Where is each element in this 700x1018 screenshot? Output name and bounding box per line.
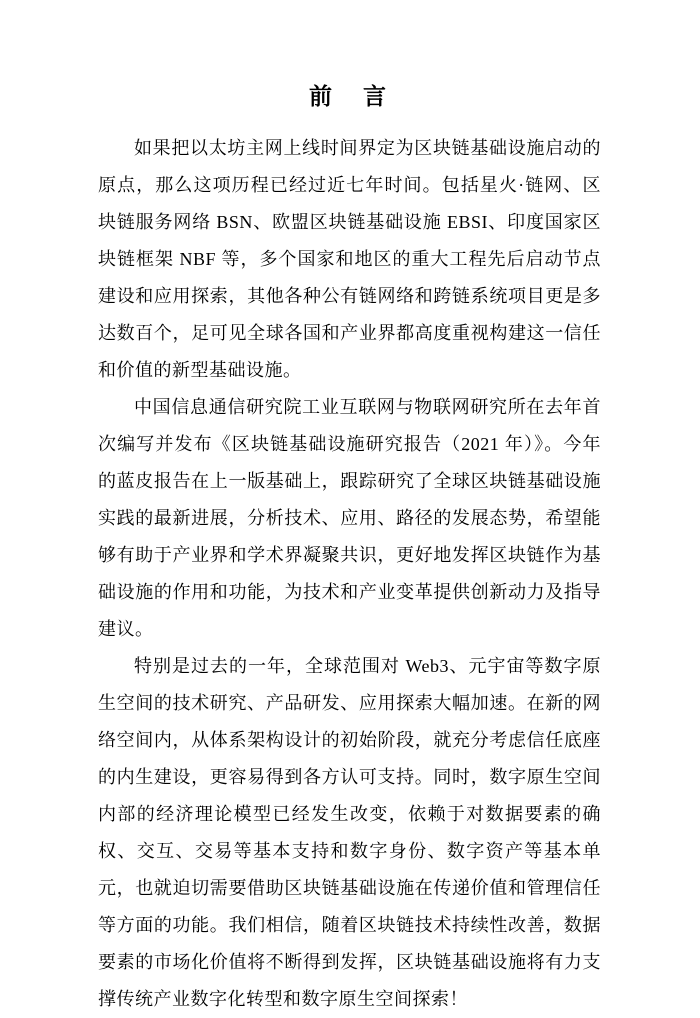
page-title: 前 言	[309, 84, 390, 109]
paragraph-2: 中国信息通信研究院工业互联网与物联网研究所在去年首次编写并发布《区块链基础设施研究报告（2021 年）》。今年的蓝皮报告在上一版基础上，跟踪研究了全球区块链基础设施实践的最新进展，分析技术、应用、路径的发展态势，希望能够有助于产业界和学术界凝聚共识，更好地发挥区块链作为基础设施的作用和功能，为技术和产业变革提供创新动力及指导建议。	[98, 397, 601, 639]
paragraph-3: 特别是过去的一年，全球范围对 Web3、元宇宙等数字原生空间的技术研究、产品研发、应用探索大幅加速。在新的网络空间内，从体系架构设计的初始阶段，就充分考虑信任底座的内生建设，更容易得到各方认可支持。同时，数字原生空间内部的经济理论模型已经发生改变，依赖于对数据要素的确权、交互、交易等基本支持和数字身份、数字资产等基本单元，也就迫切需要借助区块链基础设施在传递价值和管理信任等方面的功能。我们相信，随着区块链技术持续性改善，数据要素的市场化价值将不断得到发挥，区块链基础设施将有力支撑传统产业数字化转型和数字原生空间探索！	[98, 656, 601, 1009]
paragraph-1: 如果把以太坊主网上线时间界定为区块链基础设施启动的原点，那么这项历程已经过近七年时间。包括星火·链网、区块链服务网络 BSN、欧盟区块链基础设施 EBSI、印度国家区块链框架 NBF 等，多个国家和地区的重大工程先后启动节点建设和应用探索，其他各种公有链网络和跨链系统项目更是多达数百个，足可见全球各国和产业界都高度重视构建这一信任和价值的新型基础设施。	[98, 138, 601, 380]
